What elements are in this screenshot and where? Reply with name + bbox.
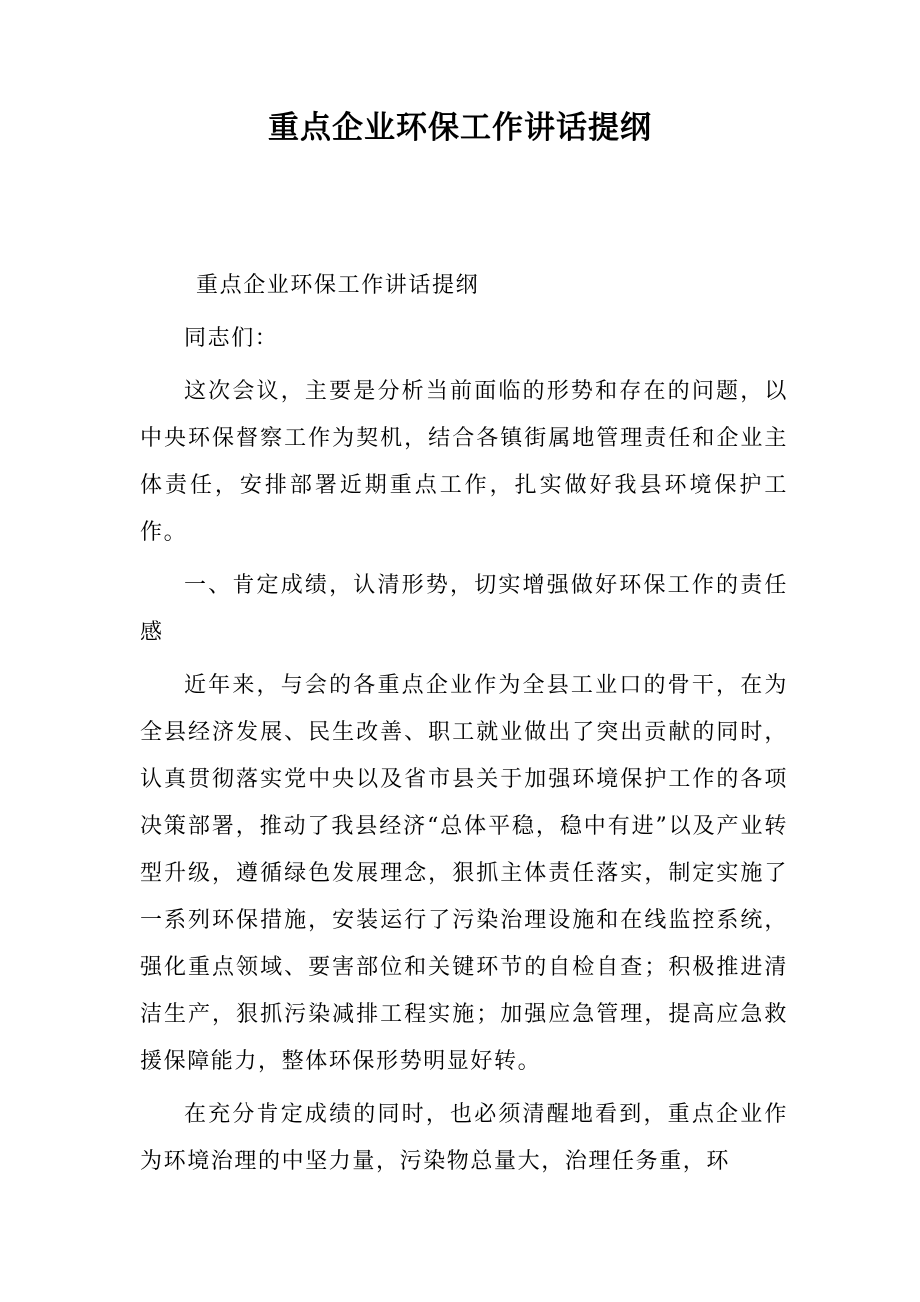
section-heading-1: 一、肯定成绩，认清形势，切实增强做好环保工作的责任感 (140, 573, 788, 645)
document-body (140, 262, 788, 1191)
paragraph-achievements: 近年来，与会的各重点企业作为全县工业口的骨干，在为全县经济发展、民生改善、职工就业做出了突出贡献的同时，认真贯彻落实党中央以及省市县关于加强环境保护工作的各项决策部署，推动了我县经济“总体平稳，稳中有进”以及产业转型升级，遵循绿色发展理念，狠抓主体责任落实，制定实施了一系列环保措施，安装运行了污染治理设施和在线监控系统，强化重点领域、要害部位和关键环节的自检自查；积极推进清洁生产，狠抓污染减排工程实施；加强应急管理，提高应急救援保障能力，整体环保形势明显好转。 (140, 673, 788, 1074)
paragraph-intro: 这次会议，主要是分析当前面临的形势和存在的问题，以中央环保督察工作为契机，结合各镇街属地管理责任和企业主体责任，安排部署近期重点工作，扎实做好我县环境保护工作。 (140, 379, 788, 545)
document-subtitle: 重点企业环保工作讲话提纲 (196, 273, 480, 298)
document-title: 重点企业环保工作讲话提纲 (268, 110, 652, 146)
salutation: 同志们： (184, 326, 279, 351)
paragraph-challenges: 在充分肯定成绩的同时，也必须清醒地看到，重点企业作为环境治理的中坚力量，污染物总量大，治理任务重，环 (140, 1102, 788, 1174)
